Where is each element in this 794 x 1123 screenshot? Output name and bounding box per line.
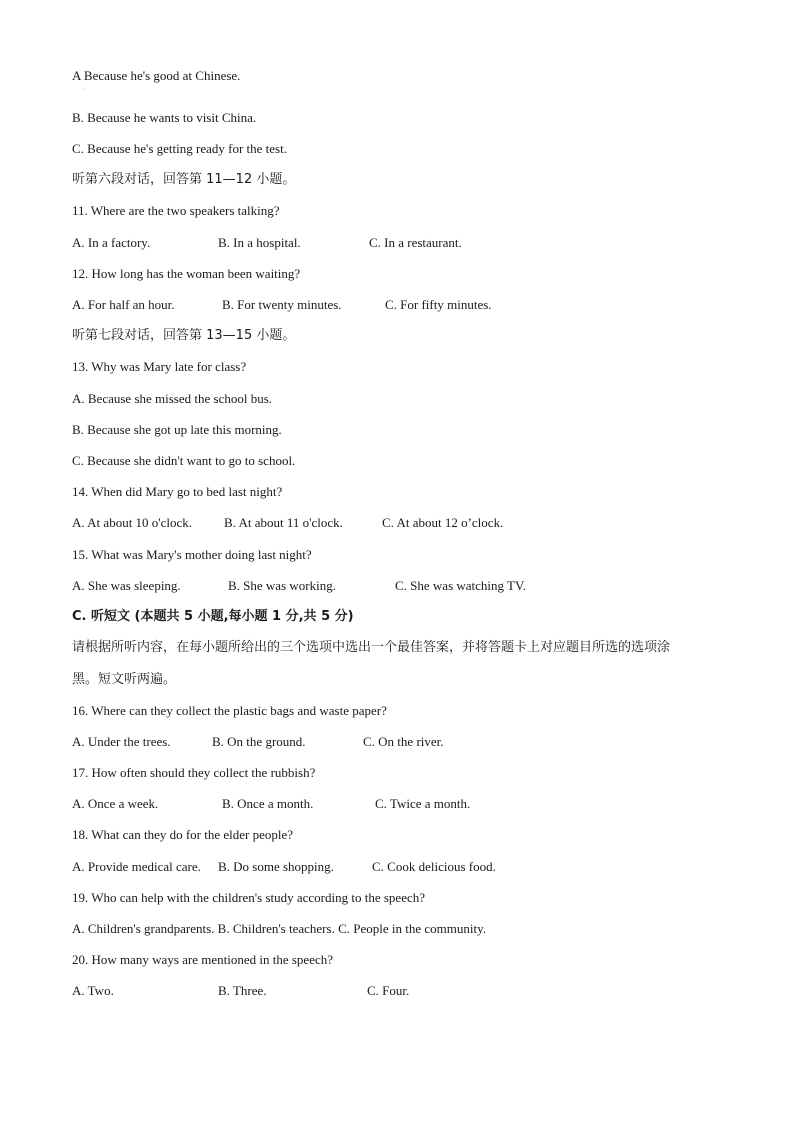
q10-option-a: A Because he's good at Chinese. — [72, 68, 241, 83]
q16-option-c: C. On the river. — [363, 734, 444, 749]
dialogue-7-instruction: 听第七段对话，回答第 13—15 小题。 — [72, 328, 296, 343]
q16-option-a: A. Under the trees. — [72, 734, 171, 749]
q11-option-c: C. In a restaurant. — [369, 235, 462, 250]
question-15: 15. What was Mary's mother doing last night? — [72, 547, 312, 562]
question-20: 20. How many ways are mentioned in the speech? — [72, 952, 334, 967]
q15-option-a: A. She was sleeping. — [72, 578, 181, 593]
question-13: 13. Why was Mary late for class? — [72, 359, 247, 374]
section-c-instruction-line-2: 黑。短文听两遍。 — [72, 672, 177, 687]
q13-option-a: A. Because she missed the school bus. — [72, 391, 273, 406]
q18-option-b: B. Do some shopping. — [218, 859, 334, 874]
q14-option-b: B. At about 11 o'clock. — [224, 515, 343, 530]
q12-option-a: A. For half an hour. — [72, 297, 175, 312]
q18-option-c: C. Cook delicious food. — [372, 859, 496, 874]
q19-options: A. Children's grandparents. B. Children's teachers. C. People in the community. — [72, 921, 486, 936]
section-c-instruction-line-1: 请根据所听内容，在每小题所给出的三个选项中选出一个最佳答案，并将答题卡上对应题目所选的选项涂 — [72, 640, 671, 655]
dialogue-6-instruction: 听第六段对话，回答第 11—12 小题。 — [72, 172, 296, 187]
section-c-heading: C. 听短文 (本题共 5 小题,每小题 1 分,共 5 分) — [72, 609, 354, 624]
question-18: 18. What can they do for the elder people? — [72, 827, 294, 842]
q10-option-c: C. Because he's getting ready for the test. — [72, 141, 287, 156]
q14-option-c: C. At about 12 o’clock. — [382, 515, 504, 530]
q12-option-c: C. For fifty minutes. — [385, 297, 492, 312]
question-16: 16. Where can they collect the plastic bags and waste paper? — [72, 703, 387, 718]
question-12: 12. How long has the woman been waiting? — [72, 266, 301, 281]
question-11: 11. Where are the two speakers talking? — [72, 203, 280, 218]
q13-option-c: C. Because she didn't want to go to school. — [72, 453, 296, 468]
q17-option-a: A. Once a week. — [72, 796, 159, 811]
q20-option-a: A. Two. — [72, 983, 114, 998]
q11-option-b: B. In a hospital. — [218, 235, 301, 250]
q17-option-c: C. Twice a month. — [375, 796, 471, 811]
q12-option-b: B. For twenty minutes. — [222, 297, 342, 312]
q20-option-c: C. Four. — [367, 983, 410, 998]
q16-option-b: B. On the ground. — [212, 734, 306, 749]
q20-option-b: B. Three. — [218, 983, 267, 998]
q15-option-c: C. She was watching TV. — [395, 578, 526, 593]
stray-dot: · — [82, 86, 84, 92]
question-19: 19. Who can help with the children's study according to the speech? — [72, 890, 425, 905]
question-14: 14. When did Mary go to bed last night? — [72, 484, 283, 499]
q11-option-a: A. In a factory. — [72, 235, 151, 250]
q18-option-a: A. Provide medical care. — [72, 859, 201, 874]
q15-option-b: B. She was working. — [228, 578, 336, 593]
question-17: 17. How often should they collect the rubbish? — [72, 765, 316, 780]
q13-option-b: B. Because she got up late this morning. — [72, 422, 282, 437]
q10-option-b: B. Because he wants to visit China. — [72, 110, 257, 125]
q14-option-a: A. At about 10 o'clock. — [72, 515, 193, 530]
q17-option-b: B. Once a month. — [222, 796, 314, 811]
